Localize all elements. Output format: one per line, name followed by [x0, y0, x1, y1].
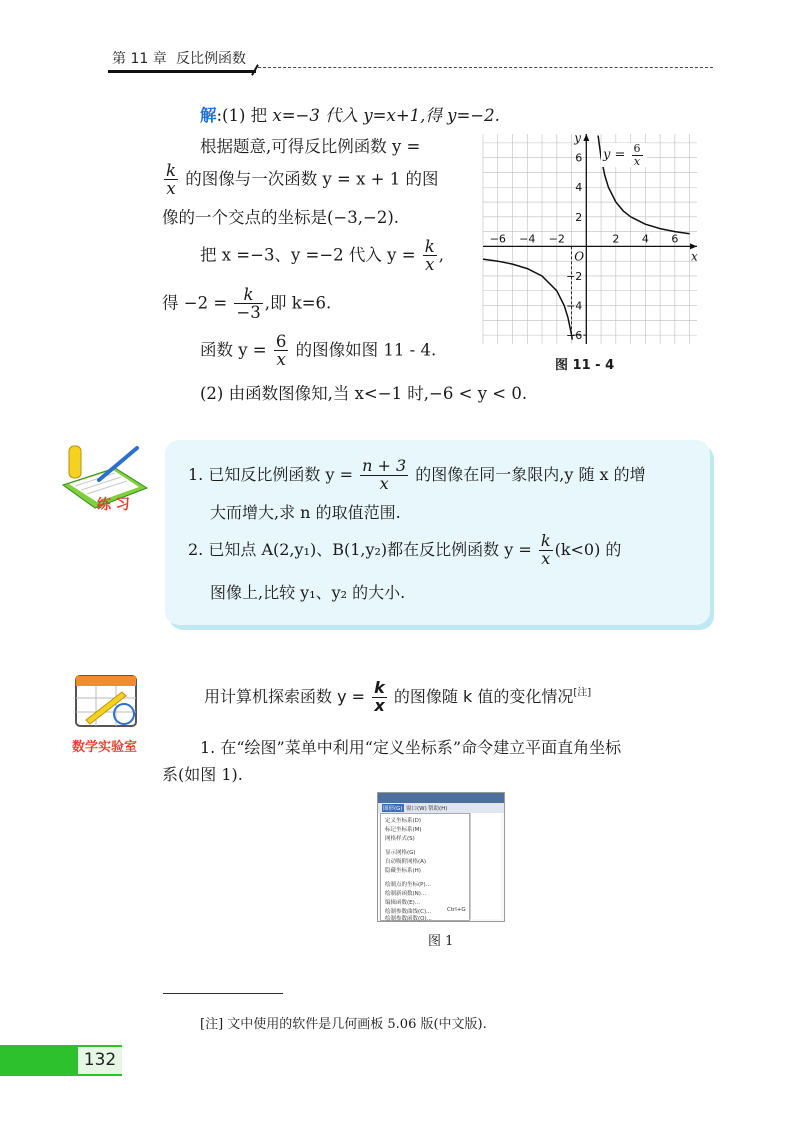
chapter-number: 第 11 章 [112, 51, 167, 67]
solution-line-3: $\frac{k}{x}$ 的图像与一次函数 y = x + 1 的图 [166, 161, 439, 199]
y-tick-label: 4 [575, 181, 583, 195]
screenshot-menu-item[interactable]: 绘制参数曲线(C)... [385, 909, 432, 915]
practice-item-1-line-2: 大而增大,求 n 的取值范围. [210, 503, 401, 522]
lab-title: 用计算机探索函数 y = $\frac{k}{x}$ 的图像随 k 值的变化情况[注] [204, 678, 592, 715]
screenshot-menu-item[interactable]: 绘制新函数(N)... [385, 891, 427, 897]
fraction-k-over-x-2: $\frac{k}{x}$ [424, 237, 435, 275]
origin-label: O [574, 249, 585, 264]
y-tick-label: −4 [566, 299, 583, 313]
header-slash [251, 64, 259, 75]
screenshot-menu-window[interactable]: 窗口(W) [406, 806, 427, 812]
figure-caption: 图 11 - 4 [555, 358, 615, 373]
screenshot-menu-help[interactable]: 帮助(H) [428, 806, 448, 812]
fraction-k-over-neg3: $\frac{k}{-3}$ [236, 285, 261, 323]
y-tick-label: 2 [575, 210, 583, 224]
solution-line-5: 把 x =−3、y =−2 代入 y = $\frac{k}{x}$ , [200, 237, 445, 275]
solution-label: 解 [200, 106, 217, 125]
screenshot-menu-item[interactable]: 隐藏坐标系(H) [385, 868, 421, 874]
header-underline [108, 70, 256, 73]
y-tick-label: −2 [566, 269, 583, 283]
practice-icon [55, 440, 155, 520]
screenshot-menu-item[interactable]: 定义坐标系(D) [385, 818, 422, 824]
screenshot-menu-item[interactable]: 显示网格(G) [385, 850, 416, 856]
figure-function-label: y = $\frac{6}{x}$ [601, 143, 647, 167]
screenshot-menu-graph[interactable]: 图形(G) [383, 806, 403, 812]
chapter-title: 反比例函数 [176, 51, 246, 67]
page-number-bar [0, 1045, 122, 1076]
fraction-n-plus-3-over-x: $\frac{n + 3}{x}$ [362, 456, 407, 493]
y-axis-label: y [574, 131, 582, 145]
lab-step-1-line-2: 系(如图 1). [162, 765, 243, 784]
x-tick-label: −6 [489, 232, 506, 246]
curve-branch-negative [483, 259, 572, 340]
function-graph [475, 128, 705, 350]
practice-label: 练 习 [97, 497, 130, 513]
fraction-k-over-x-3: $\frac{k}{x}$ [540, 531, 551, 568]
screenshot-dropdown [380, 813, 470, 921]
y-axis-arrow [583, 134, 589, 141]
page-number: 132 [78, 1047, 122, 1074]
x-tick-label: 6 [671, 232, 679, 246]
screenshot-menubar [378, 793, 504, 803]
fraction-6-over-x: $\frac{6}{x}$ [275, 332, 287, 370]
software-screenshot [377, 792, 505, 922]
footnote: [注] 文中使用的软件是几何画板 5.06 版(中文版). [200, 1017, 487, 1032]
lab-figure-caption: 图 1 [428, 934, 454, 949]
x-tick-label: −2 [548, 232, 565, 246]
screenshot-menu-item[interactable]: 绘制参数函数(O)... [385, 916, 432, 922]
screenshot-toolbar [378, 803, 504, 813]
x-tick-label: −4 [519, 232, 536, 246]
practice-item-2-line-1: 2. 已知点 A(2,y₁)、B(1,y₂)都在反比例函数 y = $\frac{k}{x}$ (k<0) 的 [188, 531, 622, 568]
screenshot-menu-item[interactable]: 自动吸附网格(A) [385, 859, 427, 865]
screenshot-canvas [470, 813, 501, 919]
chapter-header [108, 46, 258, 74]
solution-line-2: 根据题意,可得反比例函数 y = [200, 137, 421, 156]
solution-line-4: 像的一个交点的坐标是(−3,−2). [162, 208, 400, 227]
screenshot-menu-item[interactable]: 绘制点的坐标(P)... [385, 882, 431, 888]
lab-label: 数学实验室 [72, 740, 138, 755]
solution-line-7: 函数 y = $\frac{6}{x}$ 的图像如图 11 - 4. [200, 332, 437, 370]
x-tick-label: 2 [612, 232, 620, 246]
solution-line-8: (2) 由函数图像知,当 x<−1 时,−6 < y < 0. [200, 384, 528, 403]
practice-item-2-line-2: 图像上,比较 y₁、y₂ 的大小. [210, 583, 406, 602]
footnote-rule [163, 993, 283, 994]
x-tick-label: 4 [641, 232, 649, 246]
practice-item-1-line-1: 1. 已知反比例函数 y = $\frac{n + 3}{x}$ 的图像在同一象限内,y 随 x 的增 [188, 456, 646, 493]
screenshot-menu-item[interactable]: 标记坐标系(M) [385, 827, 422, 833]
y-tick-label: −6 [566, 329, 583, 343]
solution-line-1: 解:(1) 把 x=−3 代入 y=x+1,得 y=−2. [200, 106, 500, 125]
y-tick-label: 6 [575, 151, 583, 165]
screenshot-menu-item[interactable]: 编辑函数(E)... [385, 900, 421, 906]
header-dashed-rule [258, 67, 713, 68]
screenshot-shortcut: Ctrl+G [447, 907, 466, 913]
x-axis-label: x [691, 249, 698, 264]
solution-line-6: 得 −2 = $\frac{k}{-3}$ ,即 k=6. [162, 285, 332, 323]
screenshot-menu-item[interactable]: 网格样式(S) [385, 836, 415, 842]
lab-step-1-line-1: 1. 在“绘图”菜单中利用“定义坐标系”命令建立平面直角坐标 [200, 738, 622, 757]
solution-step1: x=−3 代入 y=x+1,得 y=−2. [272, 106, 500, 125]
fraction-k-over-x: $\frac{k}{x}$ [166, 161, 176, 199]
lab-icon [62, 668, 162, 758]
